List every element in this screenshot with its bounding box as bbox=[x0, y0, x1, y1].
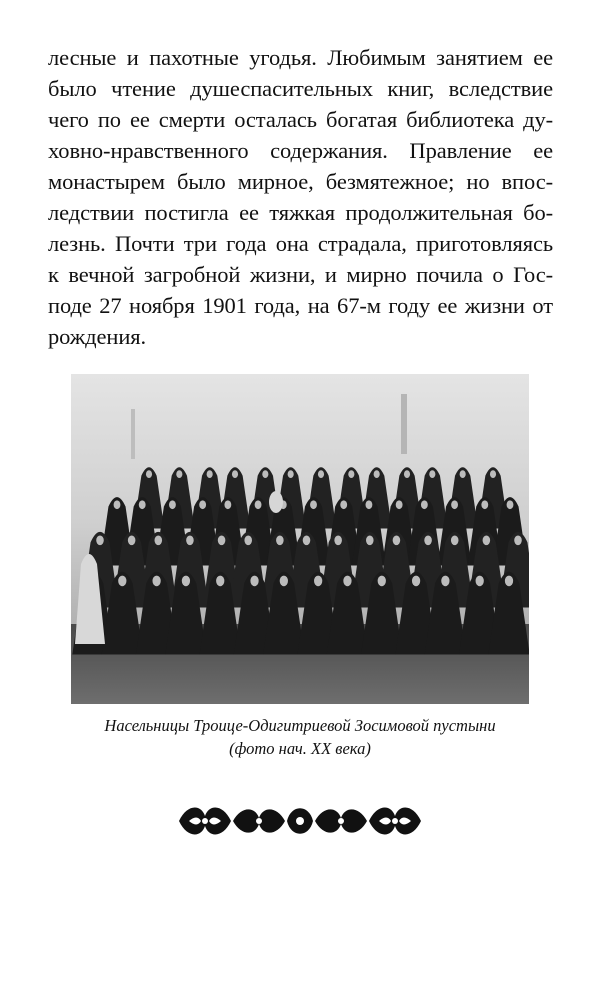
text-line-2: было чтение душеспасительных книг, вследствие bbox=[48, 76, 553, 101]
figure-face bbox=[429, 470, 435, 478]
text-line-8: к вечной загробной жизни, и мирно почила о Гос- bbox=[48, 262, 553, 287]
figure-face bbox=[505, 576, 513, 587]
figure-face bbox=[490, 470, 496, 478]
figure-face bbox=[276, 535, 284, 545]
figure-face bbox=[262, 470, 268, 478]
figure-face bbox=[318, 470, 324, 478]
figure-face bbox=[176, 470, 182, 478]
figure-face bbox=[250, 576, 258, 587]
figure-face bbox=[232, 470, 238, 478]
figure-face bbox=[310, 500, 317, 509]
caption-line-1: Насельницы Троице-Одигитриевой Зосимовой пустыни bbox=[104, 716, 496, 735]
figure-face bbox=[451, 535, 459, 545]
figure-face bbox=[280, 576, 288, 587]
text-line-4: ховно-нравственного содержания. Правление ее bbox=[48, 138, 553, 163]
figure-face bbox=[366, 500, 373, 509]
text-line-1: лесные и пахотные угодья. Любимым занятием ее bbox=[48, 45, 553, 70]
body-text bbox=[48, 42, 553, 352]
figure-face bbox=[216, 576, 224, 587]
photo-caption bbox=[60, 714, 540, 760]
figure-face bbox=[374, 470, 380, 478]
text-line-9: поде 27 ноября 1901 года, на 67-м году ее жизни от bbox=[48, 293, 553, 318]
text-line-10: рождения. bbox=[48, 324, 147, 349]
caption-line-2: (фото нач. XX века) bbox=[229, 739, 371, 758]
text-line-7: лезнь. Почти три года она страдала, приготовляясь bbox=[48, 231, 553, 256]
figure-face bbox=[314, 576, 322, 587]
figure-face bbox=[507, 500, 514, 509]
figure-face bbox=[224, 500, 231, 509]
figure-face bbox=[288, 470, 294, 478]
figure-face bbox=[255, 500, 262, 509]
text-line-6: ледствии постигла ее тяжкая продолжительная бо- bbox=[48, 200, 553, 225]
figure-face bbox=[514, 535, 522, 545]
figure-face bbox=[348, 470, 354, 478]
text-line-5: монастырем было мирное, безмятежное; но впос- bbox=[48, 169, 553, 194]
figure-face bbox=[340, 500, 347, 509]
figure-face bbox=[244, 535, 252, 545]
figure-face bbox=[96, 535, 104, 545]
figure-face bbox=[199, 500, 206, 509]
figure-face bbox=[460, 470, 466, 478]
figure-face bbox=[207, 470, 213, 478]
figure-face bbox=[139, 500, 146, 509]
figure-face bbox=[404, 470, 410, 478]
figure-face bbox=[451, 500, 458, 509]
figure-face bbox=[169, 500, 176, 509]
figure-face bbox=[303, 535, 311, 545]
figure-face bbox=[218, 535, 226, 545]
figure-face bbox=[378, 576, 386, 587]
priest-beard bbox=[269, 491, 283, 513]
text-line-3: чего по ее смерти осталась богатая библиотека ду- bbox=[48, 107, 553, 132]
figure-face bbox=[483, 535, 491, 545]
figure-face bbox=[146, 470, 152, 478]
figure-face bbox=[393, 535, 401, 545]
figure-face bbox=[396, 500, 403, 509]
figure-face bbox=[118, 576, 126, 587]
decorative-divider-icon bbox=[175, 800, 425, 842]
figure-face bbox=[334, 535, 342, 545]
figure-face bbox=[114, 500, 121, 509]
figure-face bbox=[424, 535, 432, 545]
group-photo bbox=[71, 374, 529, 704]
figure-face bbox=[412, 576, 420, 587]
figure-face bbox=[155, 535, 163, 545]
figure-face bbox=[481, 500, 488, 509]
figure-face bbox=[186, 535, 194, 545]
figure-face bbox=[476, 576, 484, 587]
figure-face bbox=[343, 576, 351, 587]
figure-face bbox=[441, 576, 449, 587]
figure-face bbox=[366, 535, 374, 545]
figure-face bbox=[152, 576, 160, 587]
figure-face bbox=[128, 535, 136, 545]
figure-face bbox=[421, 500, 428, 509]
figure-face bbox=[182, 576, 190, 587]
